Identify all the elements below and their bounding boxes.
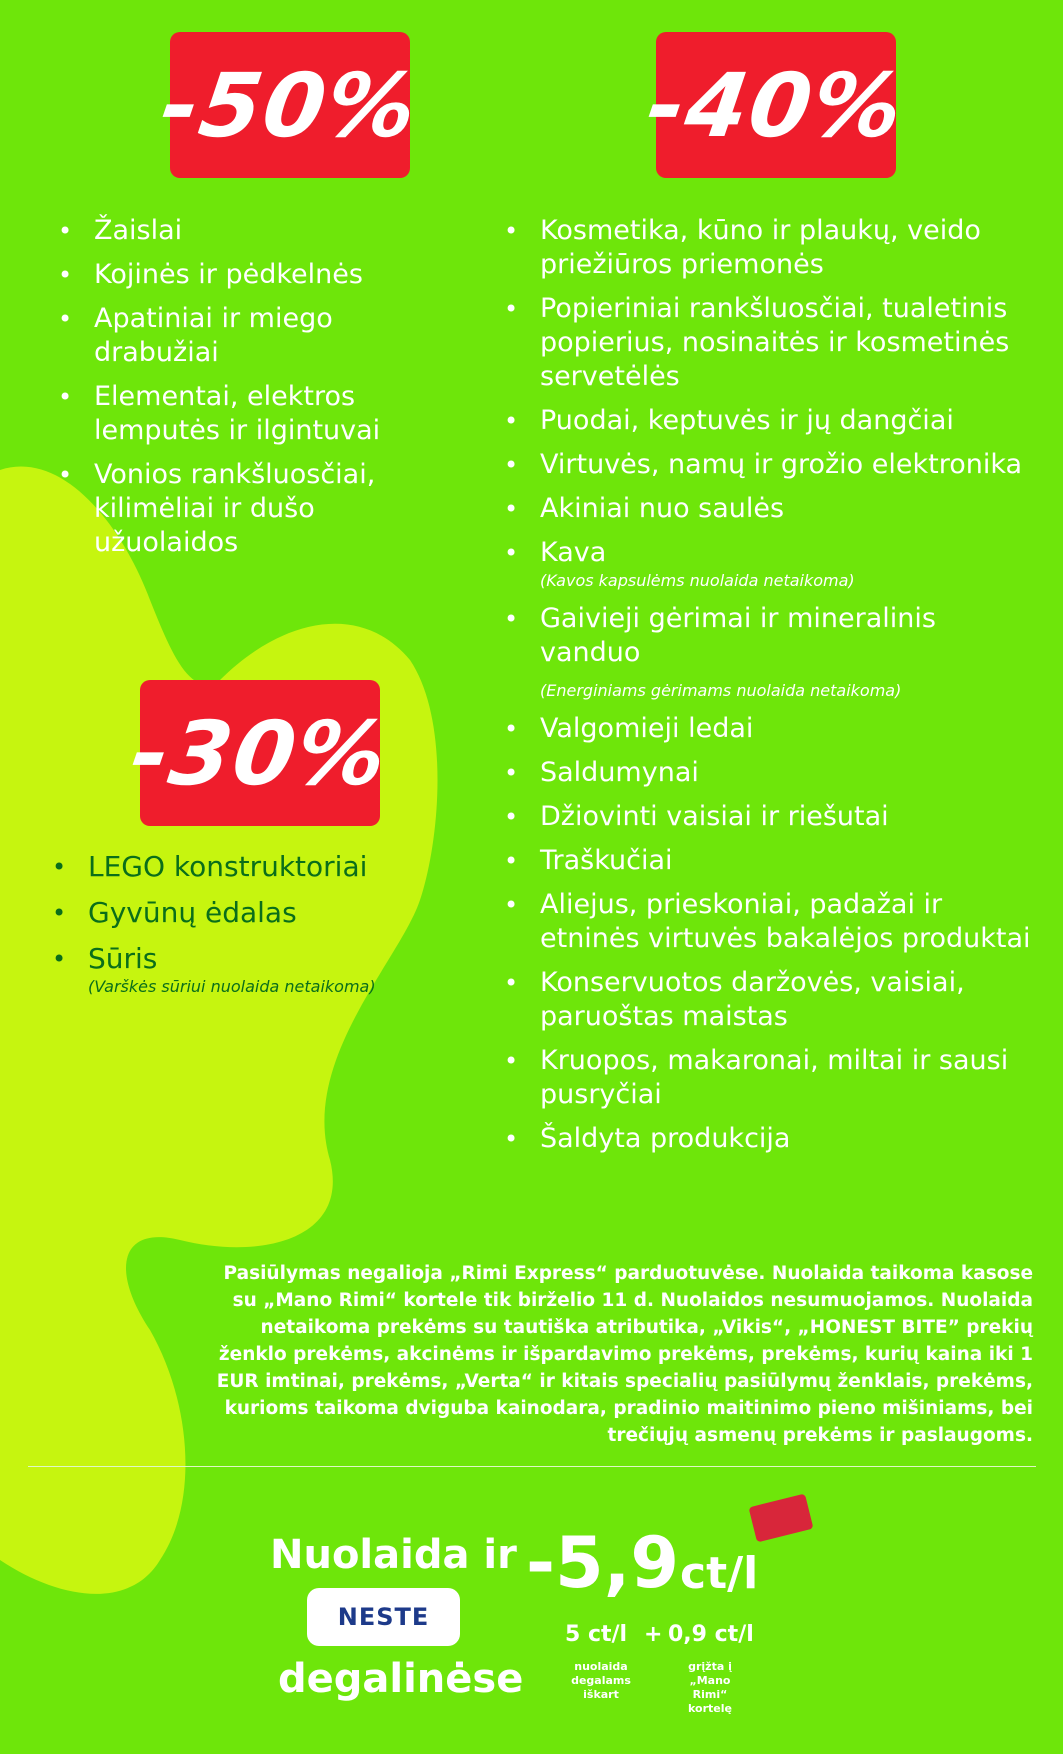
list-item: • Traškučiai bbox=[504, 844, 1044, 878]
list-item: • Kruopos, makaronai, miltai ir sausi pusryčiai bbox=[504, 1044, 1044, 1112]
list-item: • LEGO konstruktoriai bbox=[52, 850, 432, 884]
badge-40-text: -40% bbox=[641, 53, 911, 157]
list-item: • Akiniai nuo saulės bbox=[504, 492, 1044, 526]
badge-50-text: -50% bbox=[155, 53, 425, 157]
list-item: • Virtuvės, namų ir grožio elektronika bbox=[504, 448, 1044, 482]
fuel-discount-unit: ct/l bbox=[680, 1548, 759, 1599]
badge-30-text: -30% bbox=[125, 701, 395, 805]
fuel-discount-value: -5,9 bbox=[526, 1522, 680, 1604]
neste-title-bottom: degalinėse bbox=[278, 1656, 524, 1702]
fuel-part2: 0,9 ct/l bbox=[668, 1622, 754, 1647]
fuel-part2-note: grįžta į „Mano Rimi“ kortelę bbox=[688, 1660, 732, 1715]
fuel-part1-note: nuolaida degalams iškart bbox=[571, 1660, 631, 1701]
list-item: • Apatiniai ir miego drabužiai bbox=[58, 302, 354, 370]
list-note: (Energiniams gėrimams nuolaida netaikoma) bbox=[540, 681, 902, 700]
divider bbox=[28, 1466, 1036, 1467]
list-item: • Kava (Kavos kapsulėms nuolaida netaikoma) bbox=[504, 536, 1044, 592]
neste-title-top: Nuolaida ir bbox=[270, 1532, 517, 1578]
list-item: • Elementai, elektros lemputės ir ilgintuvai bbox=[58, 380, 418, 448]
list-item: • Saldumynai bbox=[504, 756, 1044, 790]
list-note: (Varškės sūriui nuolaida netaikoma) bbox=[88, 977, 376, 996]
discount-badge-30 bbox=[125, 680, 395, 826]
list-item: • Kojinės ir pėdkelnės bbox=[58, 258, 418, 292]
list-50 bbox=[58, 214, 418, 560]
list-item: • Aliejus, prieskoniai, padažai ir etninės virtuvės bakalėjos produktai bbox=[504, 888, 1044, 956]
fuel-part1: 5 ct/l bbox=[565, 1622, 628, 1647]
list-item: • Sūris (Varškės sūriui nuolaida netaikoma) bbox=[52, 942, 432, 998]
list-40 bbox=[504, 214, 1044, 1156]
list-item: • Kosmetika, kūno ir plaukų, veido priežiūros priemonės bbox=[504, 214, 1044, 282]
list-item: • Konservuotos daržovės, vaisiai, paruoštas maistas bbox=[504, 966, 1044, 1034]
list-item: • Žaislai bbox=[58, 214, 418, 248]
disclaimer-text: Pasiūlymas negalioja „Rimi Express“ parduotuvėse. Nuolaida taikoma kasose su „Mano Rimi“ kortele tik birželio 11 d. Nuolaidos nesumuojamos. Nuolaida netaikoma prekėms su tautiška atributika, „Vikis“, „HONEST BITE” prekių ženklo prekėms, akcinėms ir išpardavimo prekėms, prekėms, kurių kaina iki 1 EUR imtinai, prekėms, „Verta“ ir kitais specialių pasiūlymų ženklais, prekėms, kurioms taikoma dviguba kainodara, pradinio maitinimo pieno mišiniams, bei trečiųjų asmenų prekėms ir paslaugoms. bbox=[216, 1263, 1033, 1446]
list-item: • Šaldyta produkcija bbox=[504, 1122, 1044, 1156]
list-item: • Puodai, keptuvės ir jų dangčiai bbox=[504, 404, 1044, 438]
discount-badge-40 bbox=[641, 32, 911, 178]
list-item: • Gaivieji gėrimai ir mineralinis vanduo (Energiniams gėrimams nuolaida netaikoma) bbox=[504, 602, 1044, 702]
list-item: • Džiovinti vaisiai ir riešutai bbox=[504, 800, 1044, 834]
list-30 bbox=[52, 850, 432, 998]
list-note: (Kavos kapsulėms nuolaida netaikoma) bbox=[540, 571, 855, 590]
list-item: • Valgomieji ledai bbox=[504, 712, 1044, 746]
discount-badge-50 bbox=[155, 32, 425, 178]
list-item: • Vonios rankšluosčiai, kilimėliai ir dušo užuolaidos bbox=[58, 458, 414, 560]
list-item: • Gyvūnų ėdalas bbox=[52, 896, 432, 930]
neste-logo: NESTE bbox=[307, 1588, 460, 1646]
plus-sign: + bbox=[644, 1622, 663, 1647]
list-item: • Popieriniai rankšluosčiai, tualetinis popierius, nosinaitės ir kosmetinės servetėlės bbox=[504, 292, 1044, 394]
